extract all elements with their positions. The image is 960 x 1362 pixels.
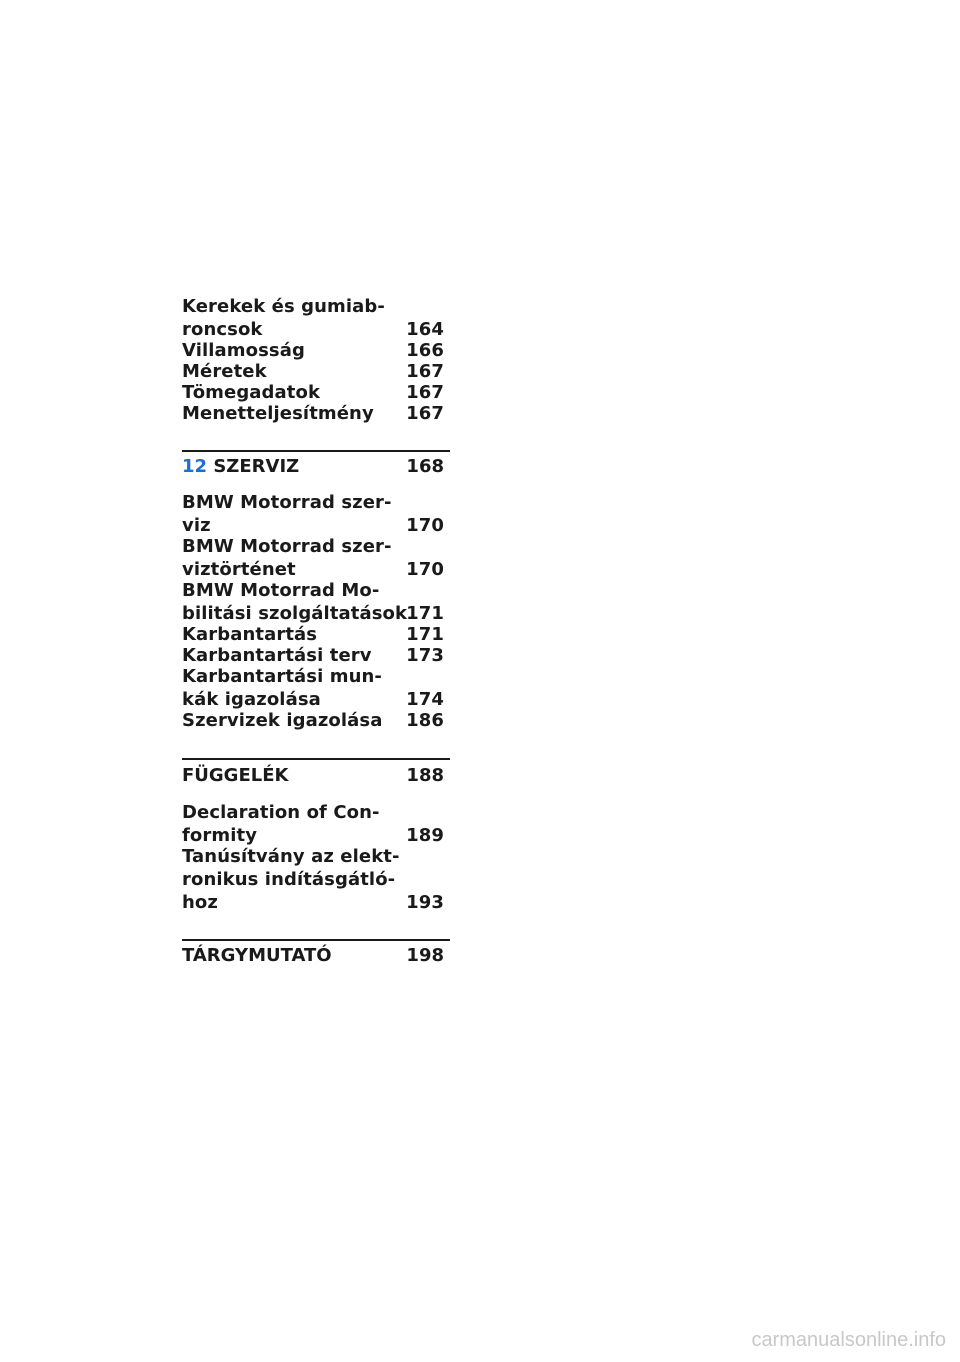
section-title: SZERVIZ <box>213 456 300 477</box>
toc-entry-line: ronikus indításgátló- <box>182 869 396 890</box>
toc-entry[interactable] <box>182 536 444 580</box>
toc-entry-line: BMW Motorrad Mo- <box>182 580 380 601</box>
section-divider <box>182 939 450 941</box>
toc-entry-line: BMW Motorrad szer- <box>182 536 392 557</box>
toc-entry-line: Villamosság <box>182 340 305 361</box>
section-heading-fuggelek[interactable] <box>182 765 444 786</box>
section-title: FÜGGELÉK <box>182 765 289 786</box>
toc-entry-line: Karbantartás <box>182 624 318 645</box>
toc-page-number: 171 <box>406 624 444 645</box>
toc-page-number: 198 <box>406 945 444 966</box>
toc-entry[interactable] <box>182 846 444 913</box>
toc-group-3 <box>182 802 444 913</box>
section-divider <box>182 758 450 760</box>
toc-entry[interactable] <box>182 492 444 536</box>
toc-entry-line: Szervizek igazolása <box>182 710 383 731</box>
toc-page-number: 174 <box>406 689 444 710</box>
toc-entry[interactable] <box>182 403 444 424</box>
toc-entry-line: Tanúsítvány az elekt- <box>182 846 400 867</box>
toc-entry-line: Karbantartási mun- <box>182 666 383 687</box>
toc-page-number: 193 <box>406 892 444 913</box>
section-divider <box>182 450 450 452</box>
toc-entry-line: formity <box>182 825 258 846</box>
toc-entry[interactable] <box>182 382 444 403</box>
toc-entry-line: Kerekek és gumiab- <box>182 296 385 317</box>
section-title: TÁRGYMUTATÓ <box>182 945 332 966</box>
toc-entry-line: Tömegadatok <box>182 382 321 403</box>
section-heading-szerviz[interactable] <box>182 456 444 477</box>
toc-group-1 <box>182 296 444 424</box>
toc-entry-line: kák igazolása <box>182 689 321 710</box>
toc-entry[interactable] <box>182 296 444 340</box>
toc-entry[interactable] <box>182 361 444 382</box>
toc-page-number: 170 <box>406 515 444 536</box>
toc-page-number: 170 <box>406 559 444 580</box>
toc-page-number: 171 <box>406 603 444 624</box>
toc-entry[interactable] <box>182 340 444 361</box>
toc-entry-line: roncsok <box>182 319 263 340</box>
toc-entry-line: Menetteljesítmény <box>182 403 374 424</box>
toc-entry[interactable] <box>182 710 444 731</box>
toc-entry-line: Karbantartási terv <box>182 645 372 666</box>
toc-page-number: 188 <box>406 765 444 786</box>
footer-watermark: carmanualsonline.info <box>751 1329 946 1351</box>
toc-group-2 <box>182 492 444 731</box>
toc-entry-line: bilitási szolgáltatások <box>182 603 408 624</box>
toc-entry[interactable] <box>182 645 444 666</box>
toc-entry-line: hoz <box>182 892 218 913</box>
section-heading-targymutato[interactable] <box>182 945 444 966</box>
toc-entry[interactable] <box>182 802 444 846</box>
toc-page-number: 167 <box>406 361 444 382</box>
toc-page-number: 167 <box>406 382 444 403</box>
toc-page-number: 186 <box>406 710 444 731</box>
toc-entry[interactable] <box>182 666 444 710</box>
toc-page-number: 168 <box>406 456 444 477</box>
toc-entry-line: viz <box>182 515 211 536</box>
toc-page-number: 173 <box>406 645 444 666</box>
toc-page-number: 166 <box>406 340 444 361</box>
toc-page-number: 164 <box>406 319 444 340</box>
toc-page-number: 189 <box>406 825 444 846</box>
toc-entry-line: BMW Motorrad szer- <box>182 492 392 513</box>
toc-entry-line: Méretek <box>182 361 267 382</box>
toc-page-number: 167 <box>406 403 444 424</box>
toc-entry[interactable] <box>182 580 444 624</box>
section-number: 12 <box>182 456 208 477</box>
toc-entry[interactable] <box>182 624 444 645</box>
toc-entry-line: Declaration of Con- <box>182 802 380 823</box>
toc-entry-line: viztörténet <box>182 559 296 580</box>
